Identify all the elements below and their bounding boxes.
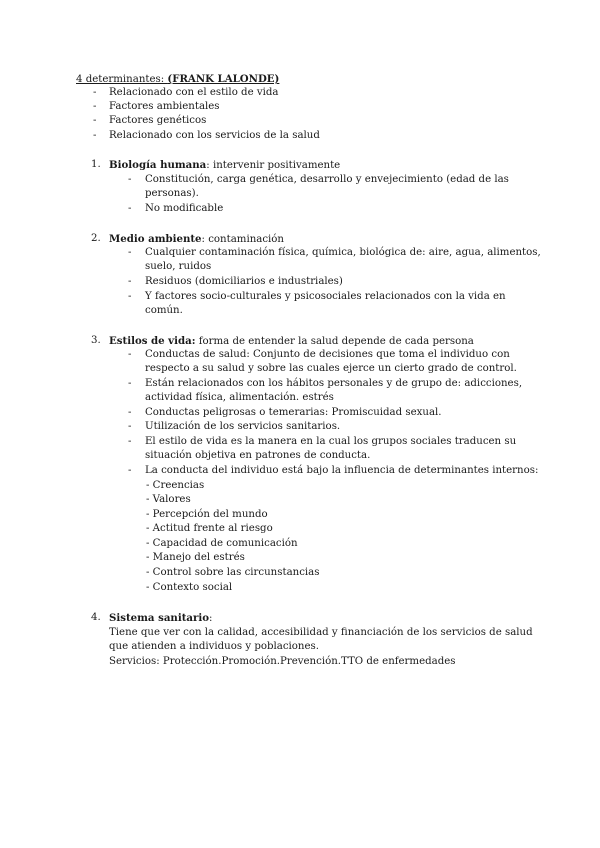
bullet-dash: -: [128, 436, 132, 447]
list-item: Constitución, carga genética, desarrollo y envejecimiento (edad de las: [145, 174, 509, 185]
list-item-continuation: situación objetiva en patrones de conducta.: [145, 450, 371, 461]
sub-list-item: - Control sobre las circunstancias: [146, 567, 320, 578]
section-title: Biología humana: [109, 159, 207, 171]
paragraph-line: Servicios: Protección.Promoción.Prevención.TTO de enfermedades: [109, 656, 456, 667]
bullet-dash: -: [128, 407, 132, 418]
list-item-continuation: personas).: [145, 188, 199, 199]
section-subtitle: : contaminación: [201, 234, 284, 245]
bullet-dash: -: [128, 421, 132, 432]
header-author: (FRANK LALONDE): [167, 73, 280, 85]
bullet-dash: -: [128, 349, 132, 360]
section-title: Estilos de vida:: [109, 335, 196, 347]
paragraph-line: Tiene que ver con la calidad, accesibilidad y financiación de los servicios de salud: [109, 627, 533, 638]
list-item: La conducta del individuo está bajo la influencia de determinantes internos:: [145, 465, 539, 476]
bullet-dash: -: [128, 174, 132, 185]
list-item: Conductas peligrosas o temerarias: Promiscuidad sexual.: [145, 407, 442, 418]
bullet-dash: -: [93, 115, 97, 126]
section-subtitle: :: [209, 613, 213, 624]
bullet-dash: -: [93, 87, 97, 98]
list-item: El estilo de vida es la manera en la cual los grupos sociales traducen su: [145, 436, 517, 447]
sub-list-item: - Manejo del estrés: [146, 552, 245, 563]
sub-list-item: - Contexto social: [146, 582, 233, 593]
list-item: Están relacionados con los hábitos personales y de grupo de: adicciones,: [145, 378, 523, 389]
list-item-continuation: suelo, ruidos: [145, 261, 212, 272]
bullet-dash: -: [128, 291, 132, 302]
intro-item: Factores genéticos: [109, 115, 207, 126]
bullet-dash: -: [128, 276, 132, 287]
section-subtitle: forma de entender la salud depende de cada persona: [195, 336, 474, 347]
section-number: 1.: [91, 159, 101, 170]
bullet-dash: -: [93, 130, 97, 141]
section-title: Medio ambiente: [109, 233, 202, 245]
list-item-continuation: respecto a su salud y sobre las cuales ejerce un cierto grado de control.: [145, 363, 517, 374]
sub-list-item: - Actitud frente al riesgo: [146, 523, 273, 534]
bullet-dash: -: [93, 101, 97, 112]
list-item-continuation: actividad física, alimentación. estrés: [145, 392, 334, 403]
list-item: Y factores socio-culturales y psicosociales relacionados con la vida en: [145, 291, 506, 302]
intro-item: Relacionado con el estilo de vida: [109, 87, 279, 98]
section-heading: [109, 158, 340, 174]
list-item: Conductas de salud: Conjunto de decisiones que toma el individuo con: [145, 349, 510, 360]
section-heading: [109, 611, 212, 627]
paragraph-line: que atienden a individuos y poblaciones.: [109, 641, 319, 652]
list-item: Utilización de los servicios sanitarios.: [145, 421, 341, 432]
sub-list-item: - Creencias: [146, 480, 205, 491]
section-number: 2.: [91, 233, 101, 244]
list-item-continuation: común.: [145, 305, 183, 316]
list-item: No modificable: [145, 203, 224, 214]
section-subtitle: : intervenir positivamente: [206, 160, 341, 171]
header-prefix: 4 determinantes:: [76, 74, 168, 85]
bullet-dash: -: [128, 247, 132, 258]
list-item: Residuos (domiciliarios e industriales): [145, 276, 343, 287]
bullet-dash: -: [128, 465, 132, 476]
intro-item: Factores ambientales: [109, 101, 220, 112]
bullet-dash: -: [128, 378, 132, 389]
intro-item: Relacionado con los servicios de la salud: [109, 130, 320, 141]
section-number: 4.: [91, 612, 101, 623]
sub-list-item: - Capacidad de comunicación: [146, 538, 298, 549]
bullet-dash: -: [128, 203, 132, 214]
section-title: Sistema sanitario: [109, 612, 210, 624]
list-item: Cualquier contaminación física, química, biológica de: aire, agua, alimentos,: [145, 247, 541, 258]
sub-list-item: - Percepción del mundo: [146, 509, 268, 520]
section-number: 3.: [91, 335, 101, 346]
sub-list-item: - Valores: [146, 494, 191, 505]
